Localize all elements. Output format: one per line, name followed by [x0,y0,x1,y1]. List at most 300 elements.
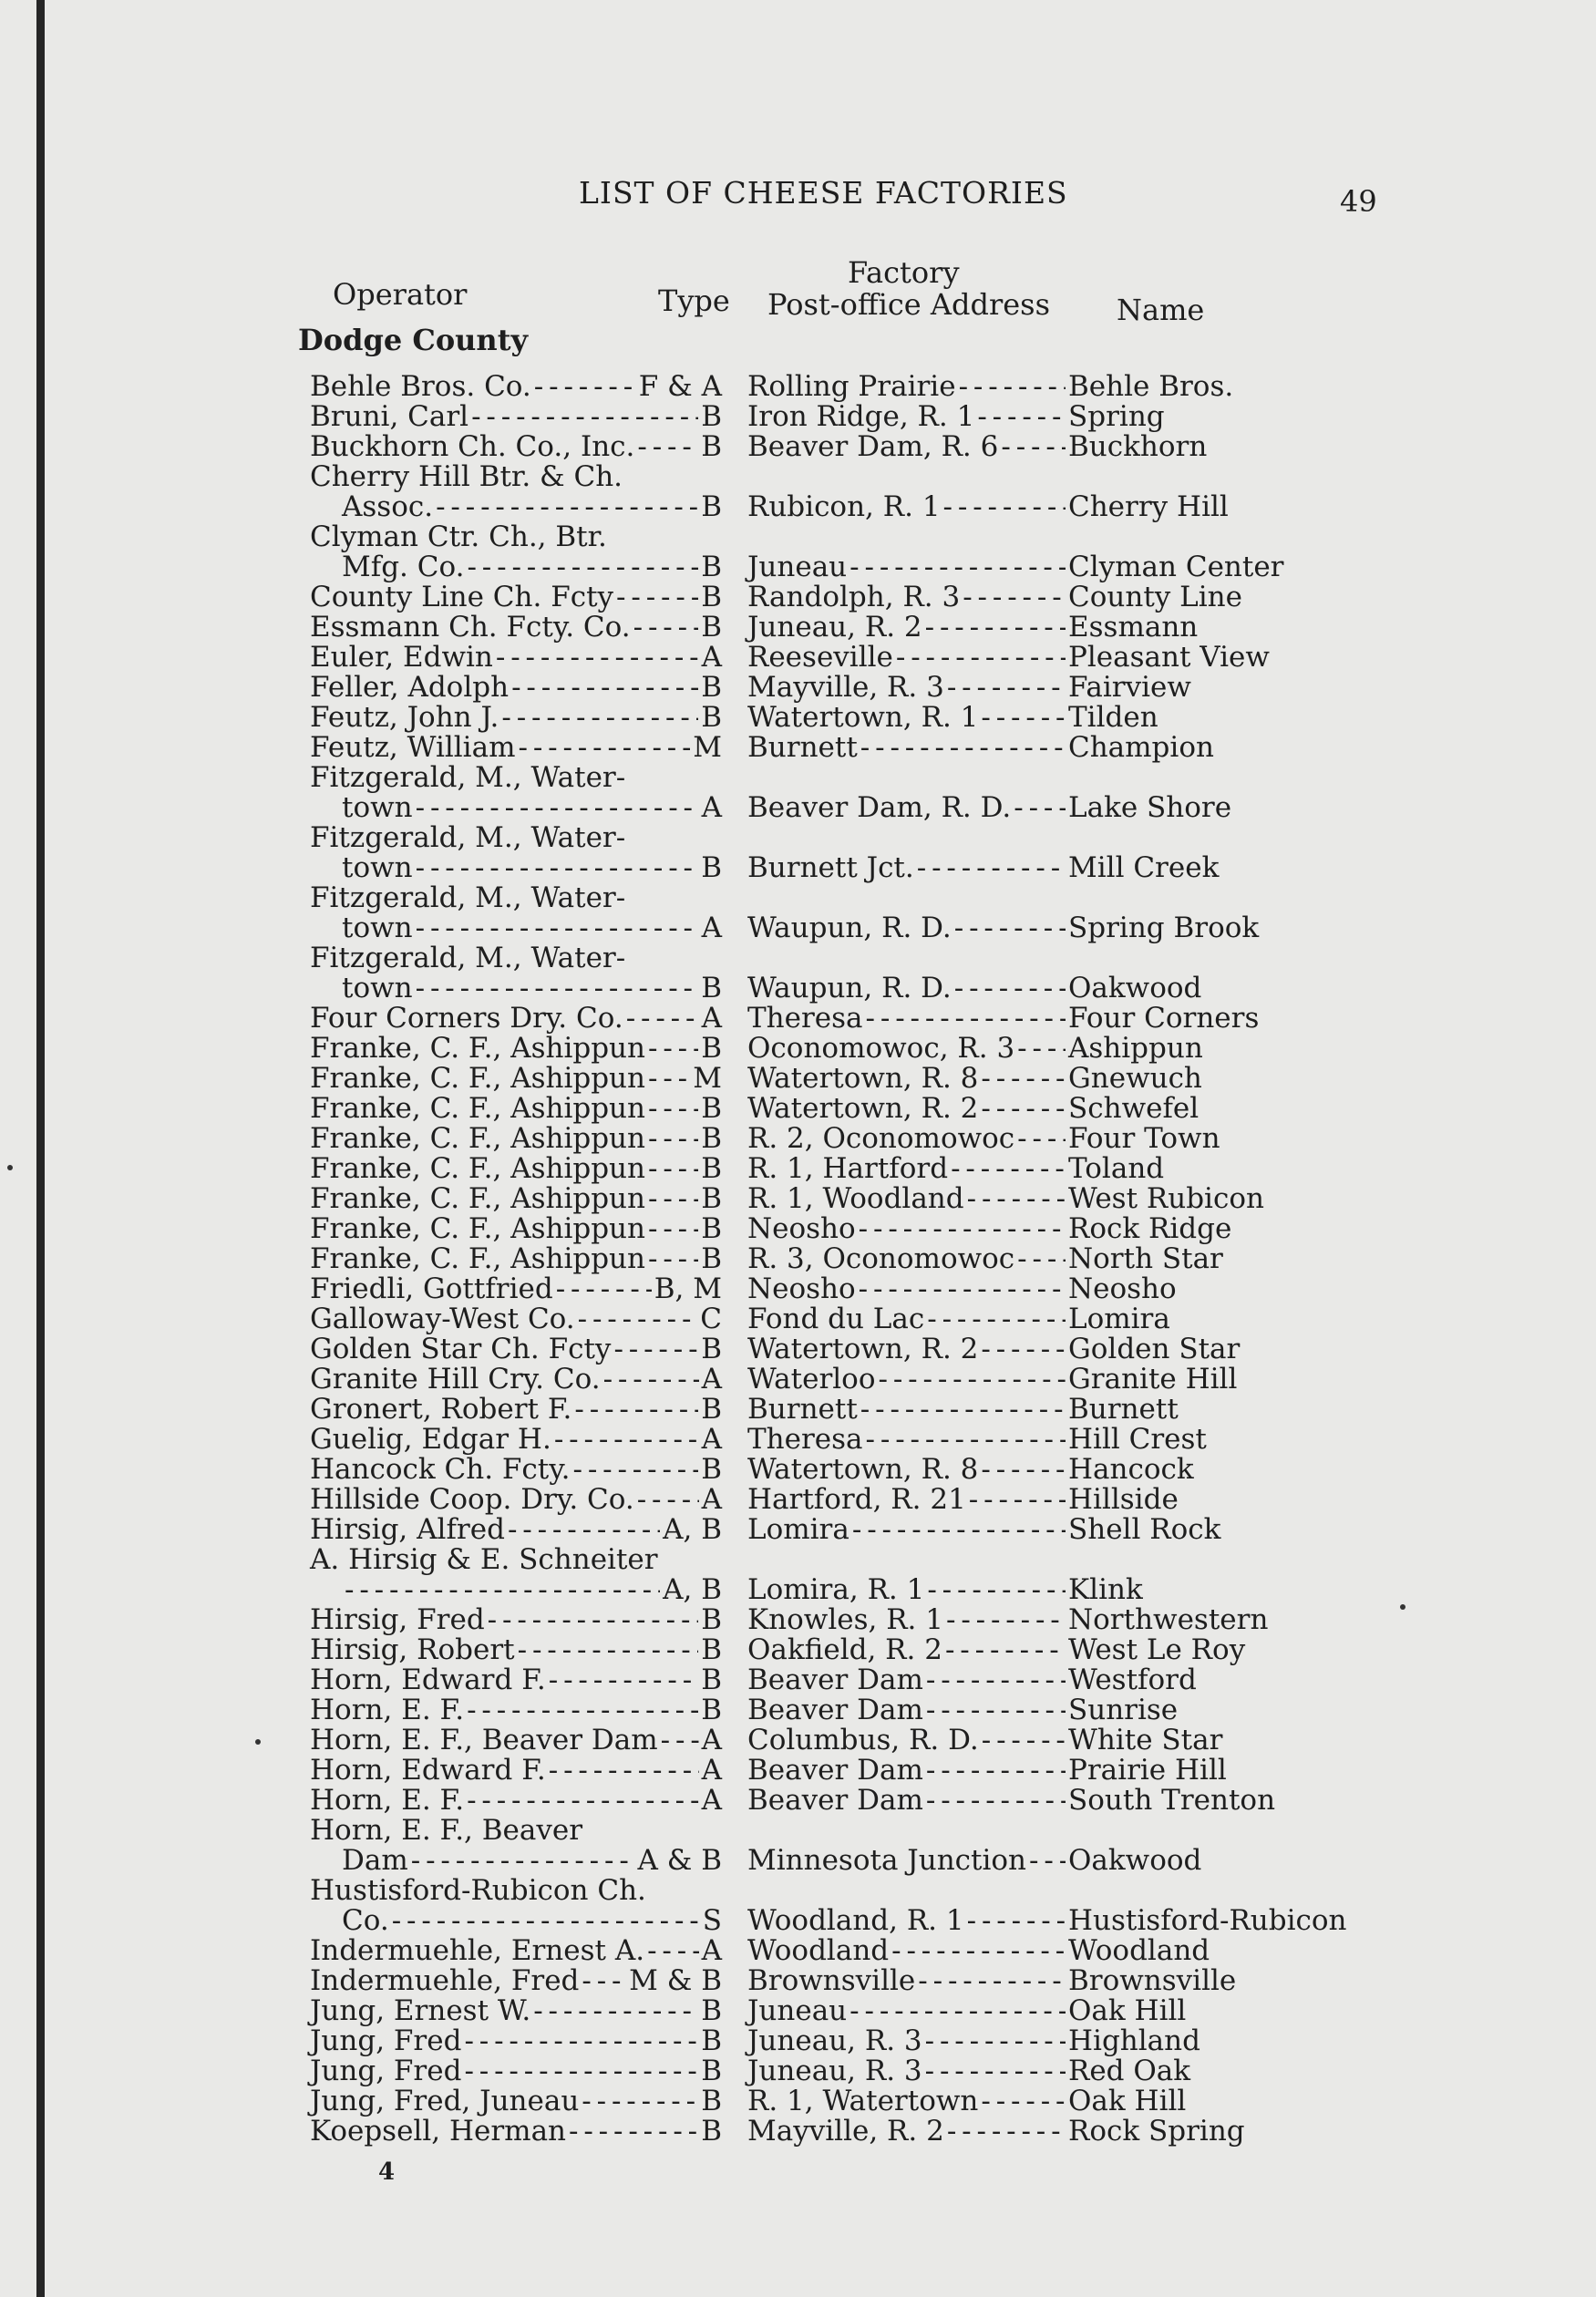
leader-dots [947,673,1066,703]
factory-type: A [701,641,722,674]
leader-dots [927,1575,1066,1605]
factory-type: B [701,1694,722,1726]
operator-name: A. Hirsig & E. Schneiter [310,1543,658,1576]
leader-dots [1001,432,1066,462]
operator-line [310,1154,722,1184]
leader-dots [578,1304,698,1334]
name-line [1068,1455,1333,1485]
post-office-address: Burnett Jct. [747,851,914,884]
name-line [1068,1034,1333,1064]
operator-name: Hillside Coop. Dry. Co. [310,1483,634,1516]
operator-continuation: town [342,912,413,944]
operator-line [310,1635,722,1665]
operator-name: Koepsell, Herman [310,2115,567,2148]
operator-name: Fitzgerald, M., Water- [310,881,626,914]
running-title: LIST OF CHEESE FACTORIES [579,175,1068,211]
post-office-address: Watertown, R. 1 [747,701,979,734]
operator-name: Granite Hill Cry. Co. [310,1363,601,1396]
factory-name: Oak Hill [1068,1994,1187,2027]
factory-type: B [701,1633,722,1666]
factory-name: Rock Spring [1068,2115,1245,2148]
address-line [747,1034,1068,1064]
factory-name: Neosho [1068,1272,1177,1305]
post-office-address: Waterloo [747,1363,876,1396]
name-line [1068,552,1333,582]
post-office-address: Juneau, R. 2 [747,611,922,644]
factory-type: M [693,1062,722,1095]
address-line [747,1004,1068,1034]
leader-dots [582,1966,626,1996]
post-office-address: R. 1, Hartford [747,1152,949,1185]
operator-name: Fitzgerald, M., Water- [310,821,626,854]
factory-type: B [701,1122,722,1155]
leader-dots [508,1515,660,1545]
leader-dots [648,1124,698,1154]
operator-line [310,703,722,733]
factory-name: Lake Shore [1068,791,1232,824]
leader-dots [511,673,698,703]
factory-type: B [701,2115,722,2148]
operator-line [310,462,722,492]
leader-dots [616,582,698,613]
leader-dots [917,853,1066,883]
leader-dots [925,2026,1066,2056]
address-line [747,1966,1068,1996]
spacer [747,522,1068,552]
operator-line [310,1124,722,1154]
name-line [1068,1244,1333,1274]
operator-line [310,673,722,703]
leader-dots [572,1455,698,1485]
name-line [1068,703,1333,733]
leader-dots [891,1936,1066,1966]
post-office-address: Juneau [747,1994,848,2027]
spacer [1068,1545,1333,1575]
factory-name: Northwestern [1068,1603,1269,1636]
name-line [1068,1214,1333,1244]
address-line [747,1455,1068,1485]
address-line [747,1244,1068,1274]
factory-type: B [701,1603,722,1636]
leader-dots [849,552,1066,582]
operator-line [310,913,722,943]
factory-type: A, B [663,1573,722,1606]
operator-continuation: town [342,791,413,824]
operator-continuation: Dam [342,1844,408,1877]
factory-name: Cherry Hill [1068,490,1229,523]
operator-line [310,1094,722,1124]
operator-continuation: town [342,972,413,1004]
operator-name: Feutz, William [310,731,516,764]
name-column [1068,370,1347,2148]
operator-line [310,1756,722,1786]
address-line [747,1154,1068,1184]
factory-type: B [701,1152,722,1185]
operator-line [310,1365,722,1395]
column-header-type: Type [658,283,730,318]
name-line [1068,2117,1333,2147]
leader-dots [471,402,698,432]
name-line [1068,1695,1333,1725]
name-line [1068,1304,1333,1334]
leader-dots [533,1996,698,2026]
operator-continuation: Co. [342,1904,389,1937]
column-header-name: Name [1117,293,1205,327]
operator-name: Gronert, Robert F. [310,1393,572,1426]
spacer [1068,943,1333,973]
name-line [1068,613,1333,643]
operator-name: Hancock Ch. Fcty. [310,1453,571,1486]
name-line [1068,733,1333,763]
factory-name: Oakwood [1068,972,1202,1004]
factory-type: B [701,701,722,734]
operator-line [310,1214,722,1244]
post-office-address: Juneau, R. 3 [747,2055,922,2087]
operator-line [310,1575,722,1605]
leader-dots [603,1365,699,1395]
speck [1400,1604,1406,1610]
leader-dots [981,2086,1066,2117]
name-line [1068,643,1333,673]
post-office-address: Reeseville [747,641,893,674]
leader-dots [926,1665,1066,1695]
address-line [747,973,1068,1004]
post-office-address: Neosho [747,1212,856,1245]
operator-line [310,1996,722,2026]
name-line [1068,1936,1333,1966]
leader-dots [849,1996,1066,2026]
leader-dots [648,1034,698,1064]
operator-line [310,613,722,643]
address-line [747,1996,1068,2026]
address-line [747,1665,1068,1695]
factory-name: Four Corners [1068,1002,1260,1035]
leader-dots [969,1485,1066,1515]
leader-dots [1029,1846,1066,1876]
address-line [747,1725,1068,1756]
address-line [747,372,1068,402]
operator-name: Franke, C. F., Ashippun [310,1062,645,1095]
leader-dots [852,1515,1066,1545]
operator-name: Feller, Adolph [310,671,510,704]
name-line [1068,1154,1333,1184]
factory-name: Red Oak [1068,2055,1191,2087]
operator-name: Hustisford-Rubicon Ch. [310,1874,646,1907]
factory-type: B [701,1453,722,1486]
factory-name: Lomira [1068,1303,1170,1335]
leader-dots [554,1425,699,1455]
leader-dots [496,643,699,673]
factory-type: B [701,2024,722,2057]
name-line [1068,793,1333,823]
operator-name: Feutz, John J. [310,701,499,734]
address-line [747,1756,1068,1786]
factory-type: A [701,912,722,944]
leader-dots [947,2117,1066,2147]
leader-dots [416,853,699,883]
leader-dots [647,1936,699,1966]
leader-dots [1017,1034,1066,1064]
factory-type: A [701,1423,722,1456]
address-line [747,2026,1068,2056]
name-line [1068,1904,1347,1937]
name-line [1068,1425,1333,1455]
address-line [747,853,1068,883]
factory-type: A [701,791,722,824]
factory-name: Mill Creek [1068,851,1220,884]
address-line [747,703,1068,733]
factory-type: B [701,400,722,433]
operator-name: Fitzgerald, M., Water- [310,761,626,794]
leader-dots [464,2026,698,2056]
address-line [747,1365,1068,1395]
address-line [747,492,1068,522]
operator-name: Hirsig, Fred [310,1603,485,1636]
post-office-address: Watertown, R. 8 [747,1453,979,1486]
factory-name: Hancock [1068,1453,1194,1486]
factory-name: Woodland [1068,1934,1210,1967]
leader-dots [436,492,698,522]
factory-name: Oakwood [1068,1844,1202,1877]
post-office-address: R. 1, Watertown [747,2085,979,2117]
address-line [747,1635,1068,1665]
operator-line [310,643,722,673]
address-line [747,1575,1068,1605]
factory-type: B [701,490,722,523]
address-line [747,733,1068,763]
factory-type: M [693,731,722,764]
factory-name: West Le Roy [1068,1633,1246,1666]
factory-name: Toland [1068,1152,1165,1185]
operator-name: Fitzgerald, M., Water- [310,942,626,974]
operator-line [310,522,722,552]
factory-type: A [701,1002,722,1035]
factory-type: A [701,1483,722,1516]
operator-name: Indermuehle, Fred [310,1964,580,1997]
factory-type: B [701,1664,722,1696]
post-office-address: Oakfield, R. 2 [747,1633,942,1666]
factory-type: B [701,1212,722,1245]
factory-type: B [701,1182,722,1215]
column-header-address: Post-office Address [767,287,1051,322]
factory-name: West Rubicon [1068,1182,1264,1215]
post-office-address: Lomira, R. 1 [747,1573,925,1606]
factory-name: North Star [1068,1242,1223,1275]
post-office-address: Beaver Dam [747,1664,923,1696]
operator-line [310,2056,722,2086]
factory-name: South Trenton [1068,1784,1276,1817]
factory-type: M & B [629,1964,722,1997]
operator-name: Cherry Hill Btr. & Ch. [310,460,623,493]
factory-type: S [702,1904,722,1937]
operator-line [310,1244,722,1274]
operator-name: Franke, C. F., Ashippun [310,1032,645,1065]
operator-name: Franke, C. F., Ashippun [310,1242,645,1275]
post-office-address: Iron Ridge, R. 1 [747,400,975,433]
operator-line [310,1545,722,1575]
leader-dots [626,1004,699,1034]
post-office-address: Woodland [747,1934,890,1967]
operator-continuation: town [342,851,413,884]
speck [7,1165,13,1170]
leader-dots [951,1154,1066,1184]
leader-dots [534,372,636,402]
operator-name: Jung, Fred, Juneau [310,2085,580,2117]
name-line [1068,1575,1333,1605]
operator-name: Franke, C. F., Ashippun [310,1212,645,1245]
leader-dots [467,1786,699,1816]
spacer [1068,763,1333,793]
name-line [1068,853,1333,883]
operator-line [310,973,722,1004]
post-office-address: Beaver Dam [747,1694,923,1726]
leader-dots [926,1786,1066,1816]
address-line [747,793,1068,823]
spacer [1068,462,1333,492]
factory-name: Buckhorn [1068,430,1208,463]
operator-name: Guelig, Edgar H. [310,1423,551,1456]
factory-name: Oak Hill [1068,2085,1187,2117]
address-line [747,432,1068,462]
operator-name: Horn, Edward F. [310,1754,546,1787]
operator-line [310,1334,722,1365]
factory-name: Essmann [1068,611,1199,644]
factory-name: Brownsville [1068,1964,1237,1997]
leader-dots [464,2056,698,2086]
operator-name: Galloway-West Co. [310,1303,575,1335]
spacer [747,462,1068,492]
post-office-address: Waupun, R. D. [747,912,952,944]
name-line [1068,2056,1333,2086]
post-office-address: Columbus, R. D. [747,1724,979,1756]
address-line [747,2117,1068,2147]
operator-name: Hirsig, Robert [310,1633,515,1666]
leader-dots [963,582,1066,613]
name-line [1068,1786,1333,1816]
factory-type: B [701,671,722,704]
leader-dots [967,1906,1066,1936]
operator-name: Franke, C. F., Ashippun [310,1092,645,1125]
factory-type: B [701,2085,722,2117]
name-line [1068,1725,1333,1756]
factory-name: Hustisford-Rubicon [1068,1904,1347,1937]
operator-line [310,2117,722,2147]
leader-dots [981,703,1066,733]
factory-type: A [701,1754,722,1787]
name-line [1068,372,1333,402]
operator-line [310,1816,722,1846]
factory-type: B [701,1333,722,1365]
address-line [747,1274,1068,1304]
operator-line [310,1665,722,1695]
operator-line [310,2026,722,2056]
operator-line [310,1064,722,1094]
address-line [747,1214,1068,1244]
operator-line [310,1695,722,1725]
leader-dots [981,1455,1066,1485]
operator-line [310,793,722,823]
address-line [747,1064,1068,1094]
signature-mark: 4 [378,2158,396,2186]
operator-line [310,1876,722,1906]
leader-dots [927,1304,1066,1334]
operator-name: County Line Ch. Fcty [310,581,614,613]
factory-name: Hill Crest [1068,1423,1207,1456]
factory-name: Four Town [1068,1122,1220,1155]
factory-name: Behle Bros. [1068,370,1234,403]
address-line [747,613,1068,643]
address-line [747,1304,1068,1334]
address-line [747,913,1068,943]
operator-line [310,1425,722,1455]
factory-name: Prairie Hill [1068,1754,1227,1787]
leader-dots [918,1966,1066,1996]
leader-dots [392,1906,700,1936]
leader-dots [981,1094,1066,1124]
name-line [1068,492,1333,522]
name-line [1068,402,1333,432]
post-office-address: R. 1, Woodland [747,1182,964,1215]
leader-dots [416,913,699,943]
name-line [1068,1334,1333,1365]
operator-line [310,1184,722,1214]
leader-dots [582,2086,698,2117]
name-line [1068,582,1333,613]
factory-type: B [701,972,722,1004]
post-office-address: Beaver Dam, R. 6 [747,430,999,463]
leader-dots [943,492,1066,522]
operator-line [310,1786,722,1816]
post-office-address: Randolph, R. 3 [747,581,961,613]
name-line [1068,432,1333,462]
leader-dots [859,1214,1066,1244]
leader-dots [648,1214,698,1244]
operator-line [310,1274,722,1304]
post-office-address: Rolling Prairie [747,370,956,403]
operator-column [310,372,722,2147]
leader-dots [411,1846,635,1876]
factory-name: Klink [1068,1573,1143,1606]
name-line [1068,1485,1333,1515]
operator-line [310,1846,722,1876]
spacer [1068,883,1333,913]
leader-dots [1017,1124,1066,1154]
post-office-address: Knowles, R. 1 [747,1603,943,1636]
factory-name: Schwefel [1068,1092,1200,1125]
post-office-address: Burnett [747,1393,858,1426]
operator-name: Horn, E. F., Beaver [310,1814,583,1847]
factory-type: B [701,611,722,644]
operator-name: Behle Bros. Co. [310,370,531,403]
operator-name: Jung, Fred [310,2055,462,2087]
operator-name: Jung, Ernest W. [310,1994,531,2027]
post-office-address: Neosho [747,1272,856,1305]
name-line [1068,1515,1333,1545]
address-line [747,402,1068,432]
name-line [1068,1395,1333,1425]
leader-dots [549,1756,699,1786]
address-line [747,1936,1068,1966]
post-office-address: Oconomowoc, R. 3 [747,1032,1015,1065]
factory-name: Rock Ridge [1068,1212,1232,1245]
operator-name: Franke, C. F., Ashippun [310,1122,645,1155]
spacer [747,943,1068,973]
operator-name: Jung, Fred [310,2024,462,2057]
leader-dots [648,1154,698,1184]
leader-dots [945,1635,1066,1665]
factory-type: A [701,1363,722,1396]
factory-name: Tilden [1068,701,1158,734]
